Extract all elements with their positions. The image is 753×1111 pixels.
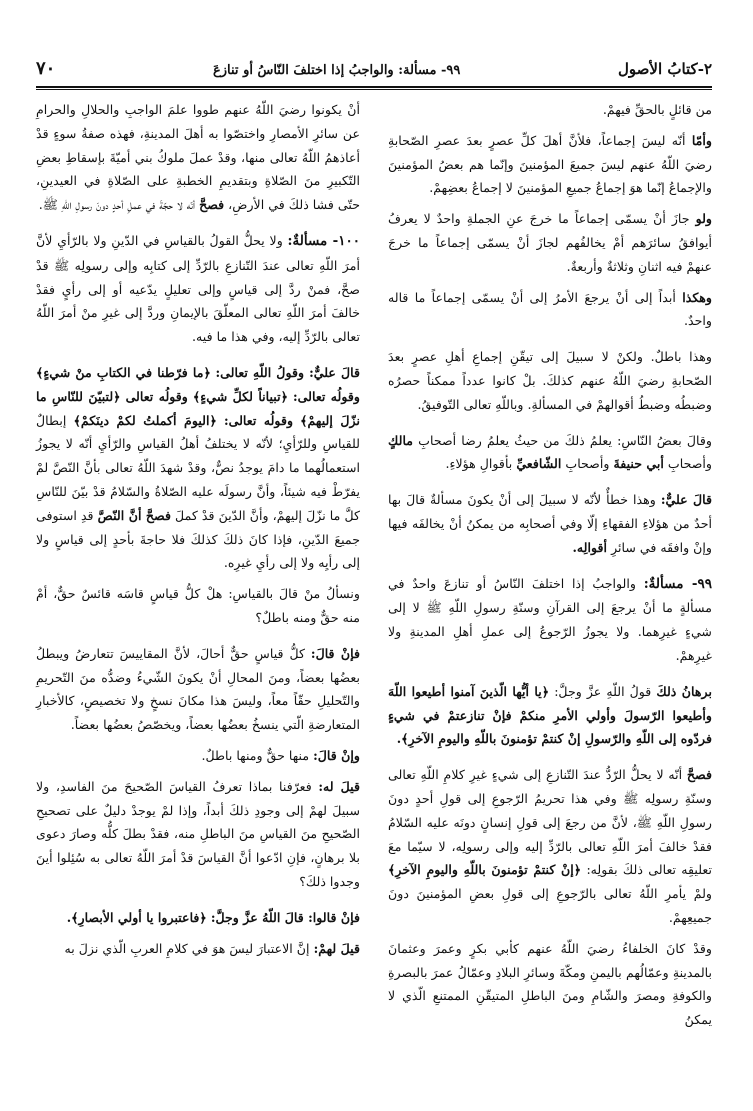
header-rule-thin xyxy=(36,89,712,90)
text: وقدْ كانَ الخلفاءُ رضيَ اللّهُ عنهم كأبي بكرٍ وعمرَ وعثمانَ بالمدينةِ وعمّالُهم باليمنِ ومكّةَ وسائرِ البلادِ وعمّالُ عمرَ بالبصرةِ والكوفةِ ومصرَ والشّامِ ومنَ الباطلِ المتيقّنِ الممتنعِ الّذي لا يمكنُ xyxy=(388,940,712,1028)
keyword: فإنْ قالوا: قالَ اللّهُ عزَّ وجلَّ: xyxy=(210,909,360,925)
right-column xyxy=(388,98,712,1039)
quran-verse: ﴿لتبيّنَ للنّاسِ ما نزّلَ إليهمْ﴾ xyxy=(36,388,360,428)
keyword: وأمّا xyxy=(691,132,712,148)
text: قدِ استوفى جميعَ الدّينِ، فإذا كانَ ذلكَ كذلكَ فلا حاجةَ بأحدٍ إلى قياسٍ ولا إلى رأيِه ولا إلى رأيِ غيرِه. xyxy=(36,507,360,571)
text: وهذا باطلٌ. ولكنْ لا سبيلَ إلى تيقّنِ إجماعِ أهلِ عصرٍ بعدَ الصّحابةِ رضيَ اللّهُ عنهم كذلكَ. بلْ كانوا عدداً ممكناً حصرُه وضبطُه وضبطُ أقوالهمْ في المسألةِ. وباللّهِ تعالى التّوفيقُ. xyxy=(388,349,712,412)
keyword: فإنْ قالَ: xyxy=(310,645,360,661)
text: أنّه لا يحلُّ الرّدُّ عندَ التّنازعِ إلى شيءٍ غيرِ كلامِ اللّهِ تعالى وسنّةِ رسولِه ﷺ وفي هذا تحريمُ الرّجوعِ إلى قولِ أحدٍ دونَ رسولِ اللّهِ ﷺ، لأنَّ من رجعَ إلى قولِ إنسانٍ دونَه عليه السّلامُ فقدْ خالفَ أمرَ اللّهِ تعالى بالرّدِّ إليه وإلى رسولِه، لا سيّما معَ تعليقِه تعالى ذلكَ بقولِه: xyxy=(388,767,712,878)
text: فعرّفنا بماذا تعرفُ القياسَ الصّحيحَ منَ الفاسدِ، ولا سبيلَ لهمْ إلى وجودِ ذلكَ أبداً، وإذا لمْ يوجدْ دليلٌ على تصحيحِ الصّحيحِ منَ القياسِ منَ الباطلِ منه، فقدْ بطلَ كلُّه وصارَ دعوى بلا برهانٍ، فإنِ ادّعوا أنَّ القياسَ قدْ أمرَ اللّهُ تعالى به سُئِلوا أينَ وجدوا ذلكَ؟ xyxy=(36,778,360,889)
name-abu-hanifa: أبي حنيفةَ xyxy=(613,456,664,472)
paragraph xyxy=(388,680,712,751)
paragraph xyxy=(36,229,360,349)
chapter-title: ٩٩- مسألة: والواجبُ إذا اختلفَ النّاسُ أو تنازعَ xyxy=(213,63,461,78)
keyword: وهكذا xyxy=(682,289,712,305)
text: جازَ أنْ يسمّى إجماعاً ما خرجَ عنِ الجملةِ واحدٌ لا يعرفُ أيوافقُ سائرَهم أمْ يخالفُهم لجازَ أنْ يسمّى إجماعاً ما خرجَ عنهمْ فيه اثنانِ وثلاثةٌ وأربعةٌ. xyxy=(388,211,712,274)
quran-verse: ﴿يا أيُّها الّذينَ آمنوا أطيعوا اللّهَ وأطيعوا الرّسولَ وأولي الأمرِ منكمْ فإنْ تنازعتمْ في شيءٍ فردّوه إلى اللّهِ والرّسولِ إنْ كنتمْ تؤمنونَ باللّهِ واليومِ الآخرِ﴾. xyxy=(388,683,712,747)
text: وأصحابِ xyxy=(667,456,712,472)
paragraph xyxy=(36,98,360,217)
quran-verse: ﴿ما فرّطنا في الكتابِ منْ شيءٍ﴾ xyxy=(36,364,211,380)
keyword: وقولُه تعالى: xyxy=(223,412,294,428)
keyword: أقوالِه. xyxy=(572,539,608,555)
running-header xyxy=(36,58,712,84)
section-heading: ١٠٠- مسألةٌ: xyxy=(287,232,360,249)
paragraph xyxy=(388,98,712,122)
keyword: وقولُه تعالى: xyxy=(293,388,360,404)
keyword: قالَ عليٌّ: وقولُ اللّهِ تعالى: xyxy=(215,364,360,380)
page-number: ٧٠ xyxy=(36,58,56,79)
paragraph xyxy=(388,488,712,559)
paragraph xyxy=(36,937,360,961)
text: قولُ اللّهِ عزَّ وجلَّ: xyxy=(554,683,652,699)
text: وأصحابِ xyxy=(565,456,610,472)
left-column xyxy=(36,98,360,967)
quran-verse: ﴿إنْ كنتمْ تؤمنونَ باللّهِ واليومِ الآخرِ﴾ xyxy=(388,862,582,878)
keyword: ولو xyxy=(695,211,712,227)
quran-verse: ﴿تبياناً لكلِّ شيءٍ﴾ xyxy=(192,388,288,404)
text: والواجبُ إذا اختلفَ النّاسُ أو تنازعَ واحدٌ في مسألةٍ ما أنْ يرجعَ إلى القرآنِ وسنّةِ رسولِ اللّهِ ﷺ لا إلى شيءٍ غيرِهما. ولا يجوزُ الرّجوعُ إلى عملِ أهلِ المدينةِ ولا غيرِهمْ. xyxy=(388,575,712,663)
text: أنْ يكونوا رضيَ اللّهُ عنهم طووا علمَ الواجبِ والحلالِ والحرامِ عن سائرِ الأمصارِ واختصّوا به أهلَ المدينةِ، فهذه صفةُ سوءٍ قدْ أعاذهمُ اللّهُ تعالى منها، وقدْ عملَ ملوكُ بني أميّةَ بإسقاطِ بعضِ التّكبيرِ منَ الصّلاةِ وبتقديمِ الخطبةِ على الصّلاةِ في العيدينِ، حتّى فشا ذلكَ في الأرضِ، xyxy=(36,102,360,213)
keyword: فصحَّ أنَّ النّصَّ xyxy=(97,507,171,523)
text: ولا يحلُّ القولُ بالقياسِ في الدّينِ ولا بالرّأيِ لأنَّ أمرَ اللّهِ تعالى عندَ التّنازعِ بالرّدِّ إلى كتابِه وإلى رسولِه ﷺ قدْ صحَّ، فمنْ ردَّ إلى قياسٍ وإلى تعليلٍ يدّعيه أو إلى رأيٍ فقدْ خالفَ أمرَ اللّهِ تعالى المعلّقَ بالإيمانِ وردَّ إلى غيرِ منْ أمرَ اللّهُ تعالى بالرّدِّ إليه، وفي هذا ما فيه. xyxy=(36,232,360,345)
text: ونسألُ منْ قالَ بالقياسِ: هلْ كلُّ قياسٍ قاسَه قائسٌ حقٌّ، أمْ منه حقٌّ ومنه باطلٌ؟ xyxy=(36,586,360,625)
keyword: فصحَّ xyxy=(199,197,225,213)
text: أنّه ليسَ إجماعاً، فلأنَّ أهلَ كلِّ عصرٍ بعدَ عصرِ الصّحابةِ رضيَ اللّهُ عنهم ليسَ جميعَ المؤمنينَ وإنّما هم بعضُ المؤمنينَ والإجماعُ إنّما هوَ إجماعُ جميعِ المؤمنينَ لا إجماعُ بعضِهمْ. xyxy=(388,132,712,196)
paragraph xyxy=(388,937,712,1032)
text: ولمْ يأمرِ اللّهُ تعالى بالرّجوعِ إلى قولِ بعضِ المؤمنينَ دونَ جميعِهمْ. xyxy=(388,886,712,925)
text: إنَّ الاعتبارَ ليسَ هوَ في كلامِ العربِ الّذي نزلَ به xyxy=(64,940,310,956)
paragraph xyxy=(36,582,360,630)
keyword: فصحَّ xyxy=(686,767,712,783)
paragraph xyxy=(388,286,712,334)
paragraph xyxy=(388,763,712,930)
keyword: وقولُه تعالى xyxy=(125,388,188,404)
paragraph xyxy=(36,775,360,894)
text: وهذا خطأٌ لأنّه لا سبيلَ إلى أنْ يكونَ مسألةٌ قالَ بها أحدٌ من هؤلاءِ الفقهاءِ إلّا وفي أصحابِه من يمكنُ أنْ يخالفَه فيها وإنْ وافقَه في سائرِ xyxy=(388,492,712,555)
keyword: قيلَ لهمْ: xyxy=(313,940,360,956)
name-malik: مالكٍ xyxy=(388,432,414,448)
paragraph xyxy=(388,429,712,477)
keyword: قيلَ له: xyxy=(318,778,360,794)
quran-verse: ﴿اليومَ أكملتُ لكمْ دينَكمْ﴾ xyxy=(73,412,217,428)
text: أنّه لا حجّةَ في عملِ أحدٍ دونَ رسولِ اللّهِ ﷺ. xyxy=(38,197,196,213)
text: من قائلٍ بالحقِّ فيهمْ. xyxy=(602,102,712,117)
text: وقالَ بعضُ النّاسِ: يعلمُ ذلكَ من حيثُ يعلمُ رضا أصحابِ xyxy=(418,432,712,448)
paragraph xyxy=(36,642,360,737)
text: بأقوالِ هؤلاءِ. xyxy=(445,456,513,472)
keyword: وإنْ قالَ: xyxy=(313,747,360,763)
text: كلُّ قياسٍ حقٌّ أحالَ، لأنَّ المقاييسَ تتعارضُ ويبطلُ بعضُها بعضاً، ومنَ المحالِ أنْ يكونَ الشّيءُ وضدُّه منَ التّحريمِ والتّحليلِ حقّاً معاً، وليسَ هذا مكانَ نسخٍ ولا تخصيصٍ، كالأخبارِ المتعارضةِ الّتي ينسخُ بعضُها بعضاً، ويخصّصُ بعضُها بعضاً. xyxy=(36,645,360,733)
paragraph xyxy=(36,361,360,575)
section-heading: ٩٩- مسألةٌ: xyxy=(643,575,712,592)
keyword: برهانُ ذلكَ xyxy=(656,683,712,699)
keyword: قالَ عليٌّ: xyxy=(660,492,712,508)
paragraph xyxy=(388,129,712,200)
quran-verse: ﴿فاعتبروا يا أولي الأبصارِ﴾. xyxy=(66,909,207,925)
paragraph xyxy=(388,572,712,668)
paragraph xyxy=(388,345,712,416)
text: إبطالٌ للقياسِ وللرّأيِ؛ لأنّه لا يختلفُ أهلُ القياسِ والرّأيِ أنّه لا يجوزُ استعمالُهما ما دامَ يوجدُ نصٌّ، وقدْ شهدَ اللّهُ تعالى بأنَّ النّصَّ لمْ يفرّطْ فيه شيئاً، وأنَّ رسولَه عليه الصّلاةُ والسّلامُ قدْ بيّنَ للنّاسِ كلَّ ما نزّلَ إليهمْ، وأنَّ الدّينَ قدْ كملَ xyxy=(36,412,360,523)
header-rule xyxy=(36,86,712,88)
text: منها حقٌّ ومنها باطلٌ. xyxy=(201,747,310,763)
book-title: ٢-كتابُ الأصول xyxy=(618,60,712,78)
paragraph xyxy=(388,207,712,278)
text: أبداً إلى أنْ يرجعَ الأمرُ إلى أنْ يسمّى إجماعاً ما قاله واحدٌ. xyxy=(388,289,712,329)
paragraph xyxy=(36,906,360,930)
name-shafii: الشّافعيِّ xyxy=(516,456,562,472)
paragraph xyxy=(36,744,360,768)
